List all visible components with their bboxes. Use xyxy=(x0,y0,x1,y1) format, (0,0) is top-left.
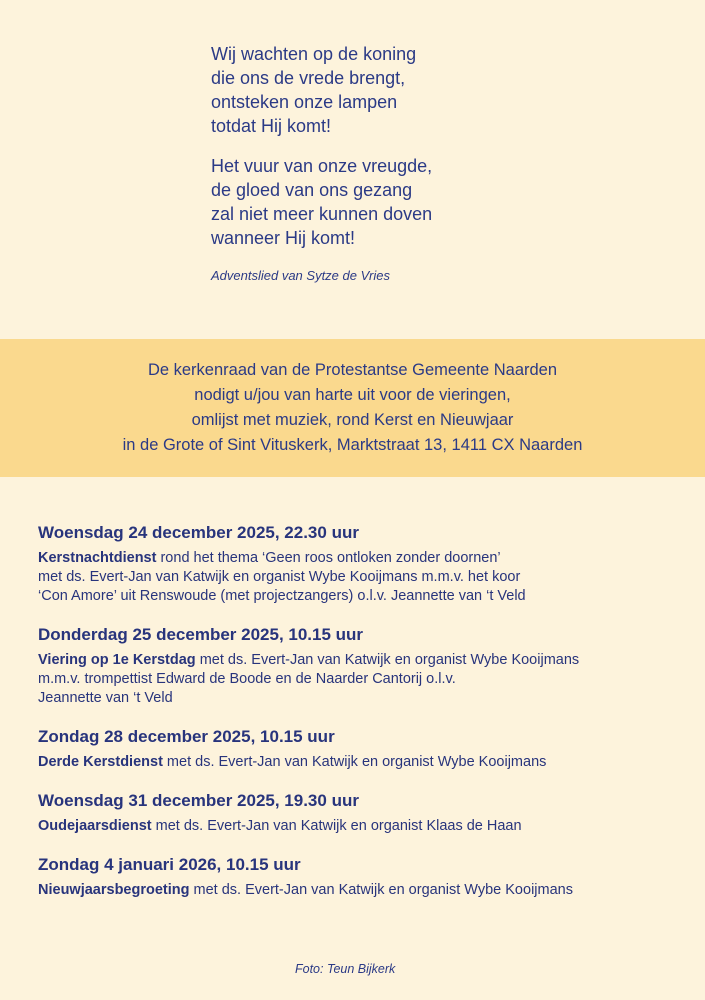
service-item xyxy=(38,522,678,606)
service-line: ‘Con Amore’ uit Renswoude (met projectzangers) o.l.v. Jeannette van ‘t Veld xyxy=(38,588,526,604)
service-line xyxy=(38,651,678,670)
poem-stanza-1 xyxy=(211,42,671,138)
service-description xyxy=(38,881,678,900)
service-heading: Zondag 4 januari 2026, 10.15 uur xyxy=(38,855,301,874)
service-heading: Woensdag 31 december 2025, 19.30 uur xyxy=(38,791,359,810)
service-title: Derde Kerstdienst xyxy=(38,754,163,770)
service-item xyxy=(38,854,678,900)
poem-line: totdat Hij komt! xyxy=(211,116,332,136)
poem-line: Wij wachten op de koning xyxy=(211,44,417,64)
poem-stanza-2 xyxy=(211,154,671,250)
services-list xyxy=(38,522,678,900)
service-text: rond het thema ‘Geen roos ontloken zonder doornen’ xyxy=(156,550,501,566)
service-title: Nieuwjaarsbegroeting xyxy=(38,882,190,898)
service-description xyxy=(38,549,678,606)
service-line xyxy=(38,817,678,836)
poem-credit: Adventslied van Sytze de Vries xyxy=(211,268,390,283)
photo-credit: Foto: Teun Bijkerk xyxy=(295,962,396,976)
service-line: Jeannette van ‘t Veld xyxy=(38,690,173,706)
invitation-line: De kerkenraad van de Protestantse Gemeente Naarden xyxy=(147,361,558,379)
poem-line: wanneer Hij komt! xyxy=(211,228,356,248)
service-description xyxy=(38,817,678,836)
service-text: met ds. Evert-Jan van Katwijk en organist Wybe Kooijmans xyxy=(162,754,547,770)
service-description xyxy=(38,651,678,708)
poem-line: die ons de vrede brengt, xyxy=(211,68,406,88)
service-line xyxy=(38,753,678,772)
poem-line: de gloed van ons gezang xyxy=(211,180,413,200)
service-item xyxy=(38,790,678,836)
service-line: m.m.v. trompettist Edward de Boode en de Naarder Cantorij o.l.v. xyxy=(38,671,456,687)
invitation-line: omlijst met muziek, rond Kerst en Nieuwjaar xyxy=(191,411,514,429)
invitation-line: in de Grote of Sint Vituskerk, Marktstraat 13, 1411 CX Naarden xyxy=(122,436,583,454)
service-line xyxy=(38,549,678,568)
service-heading: Zondag 28 december 2025, 10.15 uur xyxy=(38,727,335,746)
service-title: Oudejaarsdienst xyxy=(38,818,152,834)
service-title: Viering op 1e Kerstdag xyxy=(38,652,196,668)
service-text: met ds. Evert-Jan van Katwijk en organist Klaas de Haan xyxy=(151,818,522,834)
invitation-line: nodigt u/jou van harte uit voor de vieringen, xyxy=(194,386,511,404)
poem-line: ontsteken onze lampen xyxy=(211,92,398,112)
service-line: met ds. Evert-Jan van Katwijk en organist Wybe Kooijmans m.m.v. het koor xyxy=(38,569,521,585)
invitation-band xyxy=(0,339,705,477)
poem-line: zal niet meer kunnen doven xyxy=(211,204,433,224)
service-item xyxy=(38,624,678,708)
service-item xyxy=(38,726,678,772)
service-title: Kerstnachtdienst xyxy=(38,550,157,566)
service-heading: Woensdag 24 december 2025, 22.30 uur xyxy=(38,523,359,542)
poem xyxy=(211,42,671,283)
service-text: met ds. Evert-Jan van Katwijk en organist Wybe Kooijmans xyxy=(189,882,573,898)
service-text: met ds. Evert-Jan van Katwijk en organist Wybe Kooijmans xyxy=(195,652,580,668)
poem-line: Het vuur van onze vreugde, xyxy=(211,156,433,176)
service-heading: Donderdag 25 december 2025, 10.15 uur xyxy=(38,625,364,644)
service-description xyxy=(38,753,678,772)
service-line xyxy=(38,881,678,900)
